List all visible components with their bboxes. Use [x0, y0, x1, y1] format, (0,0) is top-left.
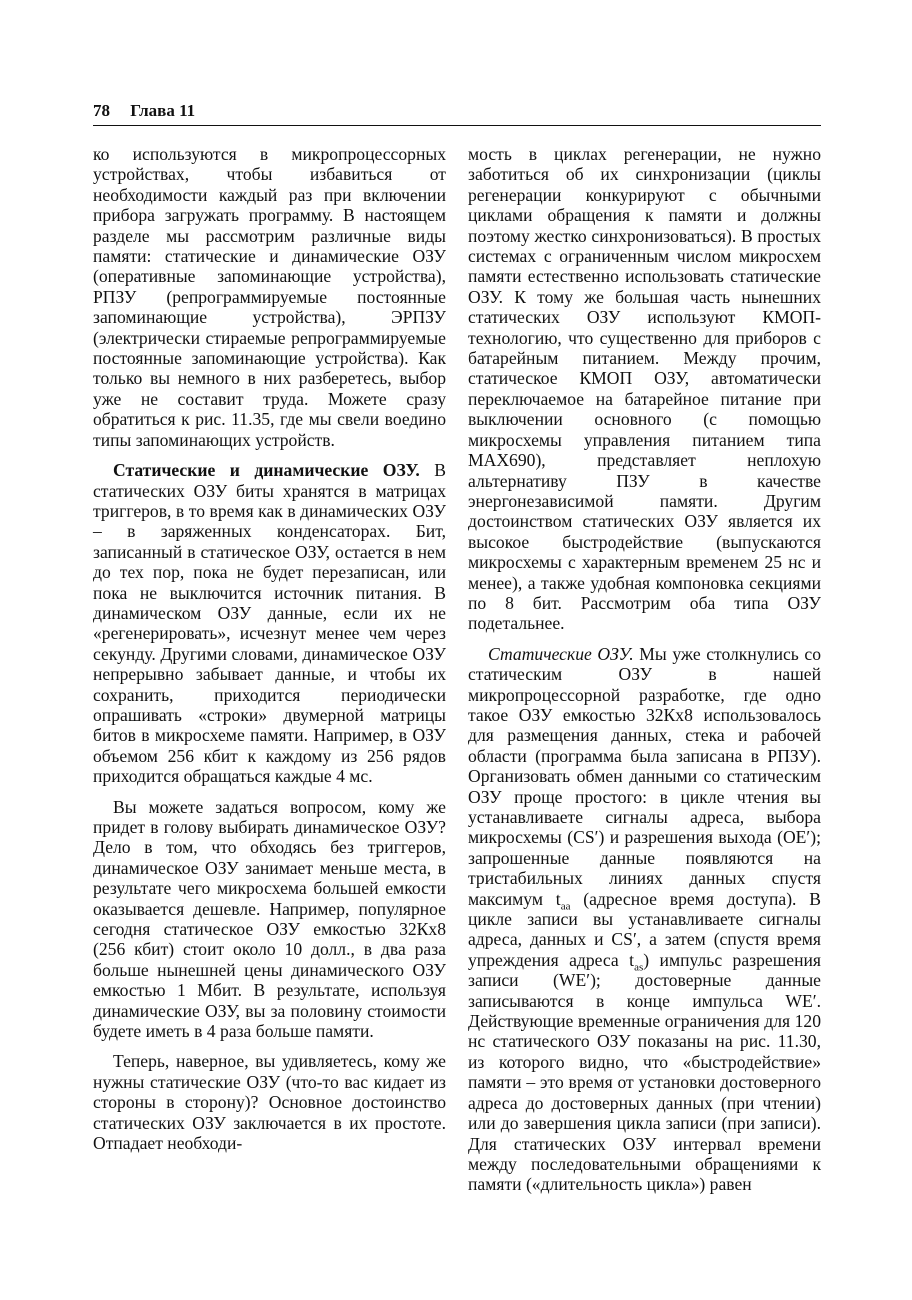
running-header: [93, 100, 821, 126]
paragraph-text: В статических ОЗУ биты хранятся в матрицах триггеров, в то время как в динамических ОЗУ – в заряженных конденсаторах. Бит, записанный в статическое ОЗУ, остается в нем до тех пор, пока не будет перезаписан, или пока не выключится источник питания. В динамическом ОЗУ данные, если их не «регенерировать», исчезнут менее чем через секунду. Другими словами, динамическое ОЗУ непрерывно забывает данные, и чтобы их сохранить, приходится периодически опрашивать «строки» двумерной матрицы битов в микросхеме памяти. Например, в ОЗУ объемом 256 кбит к каждому из 256 рядов приходится обращаться каждые 4 мс.: [93, 460, 446, 787]
subscript: аа: [560, 900, 571, 913]
subscript: as: [634, 961, 644, 974]
paragraph-text: Мы уже столкнулись со статическим ОЗУ в нашей микропроцессорной разработке, где одно такое ОЗУ емкостью 32Кх8 использовалось для размещения данных, стека и рабочей области (программа была записана в РПЗУ). Организовать обмен данными со статическим ОЗУ проще простого: в цикле чтения вы устанавливаете сигналы адреса, выбора микросхемы (CS′) и разрешения выхода (OE′); запрошенные данные появляются на тристабильных линиях данных спустя максимум t: [468, 643, 822, 909]
page-number: 78: [93, 101, 110, 120]
paragraph: [468, 644, 821, 1195]
chapter-title: Глава 11: [130, 101, 196, 120]
paragraph: ко используются в микропроцессорных устройствах, чтобы избавиться от необходимости каждый раз при включении прибора загружать программу. В настоящем разделе мы рассмотрим различные виды памяти: статические и динамические ОЗУ (оперативные запоминающие устройства), РПЗУ (репрограммируемые постоянные запоминающие устройства), ЭРПЗУ (электрически стираемые репрограммируемые постоянные запоминающие устройства). Как только вы немного в них разберетесь, выбор уже не составит труда. Можете сразу обратиться к рис. 11.35, где мы свели воедино типы запоминающих устройств.: [93, 144, 446, 450]
left-column: [93, 144, 446, 1164]
paragraph: мость в циклах регенерации, не нужно заботиться об их синхронизации (циклы регенерации конкурируют с обычными циклами обращения к памяти и должны поэтому жестко синхронизоваться). В простых системах с ограниченным числом микросхем памяти естественно использовать статические ОЗУ. К тому же большая часть нынешних статических ОЗУ используют КМОП-технологию, что существенно для приборов с батарейным питанием. Между прочим, статическое КМОП ОЗУ, автоматически переключаемое на батарейное питание при выключении основного (с помощью микросхемы управления питанием типа МАХ690), представляет неплохую альтернативу ПЗУ в качестве энергонезависимой памяти. Другим достоинством статических ОЗУ является их высокое быстродействие (выпускаются микросхемы с характерным временем 25 нс и менее), а также удобная компоновка секциями по 8 бит. Рассмотрим оба типа ОЗУ подетальнее.: [468, 144, 821, 634]
paragraph: Теперь, наверное, вы удивляетесь, кому же нужны статические ОЗУ (что-то вас кидает из стороны в сторону)? Основное достоинство статических ОЗУ заключается в их простоте. Отпадает необходи-: [93, 1051, 446, 1154]
paragraph-text: (адресное время доступа). В цикле записи вы устанавливаете сигналы адреса, данных и CS′, а затем (спустя время упреждения адреса t: [468, 888, 821, 970]
right-column: [468, 144, 821, 1205]
section-heading: Статические ОЗУ.: [488, 643, 634, 664]
paragraph-text: ) импульс разрешения записи (WE′); достоверные данные записываются в конце импульса WE′. Действующие временные ограничения для 120 нс статического ОЗУ показаны на рис. 11.30, из которого видно, что «быстродействие» памяти – это время от установки достоверного адреса до достоверных данных (при чтении) или до завершения цикла записи (при записи). Для статических ОЗУ интервал времени между последовательными обращениями к памяти («длительность цикла») равен: [468, 949, 822, 1195]
section-heading: Статические и динамические ОЗУ.: [113, 460, 420, 481]
paragraph: [93, 460, 446, 787]
paragraph: Вы можете задаться вопросом, кому же придет в голову выбирать динамическое ОЗУ? Дело в том, что обходясь без триггеров, динамическое ОЗУ занимает меньше места, в результате чего микросхема большей емкости оказывается дешевле. Например, популярное сегодня статическое ОЗУ емкостью 32Кх8 (256 кбит) стоит около 10 долл., в два раза больше нынешней цены динамического ОЗУ емкостью 1 Мбит. В результате, используя динамические ОЗУ, вы за половину стоимости будете иметь в 4 раза больше памяти.: [93, 796, 446, 1042]
